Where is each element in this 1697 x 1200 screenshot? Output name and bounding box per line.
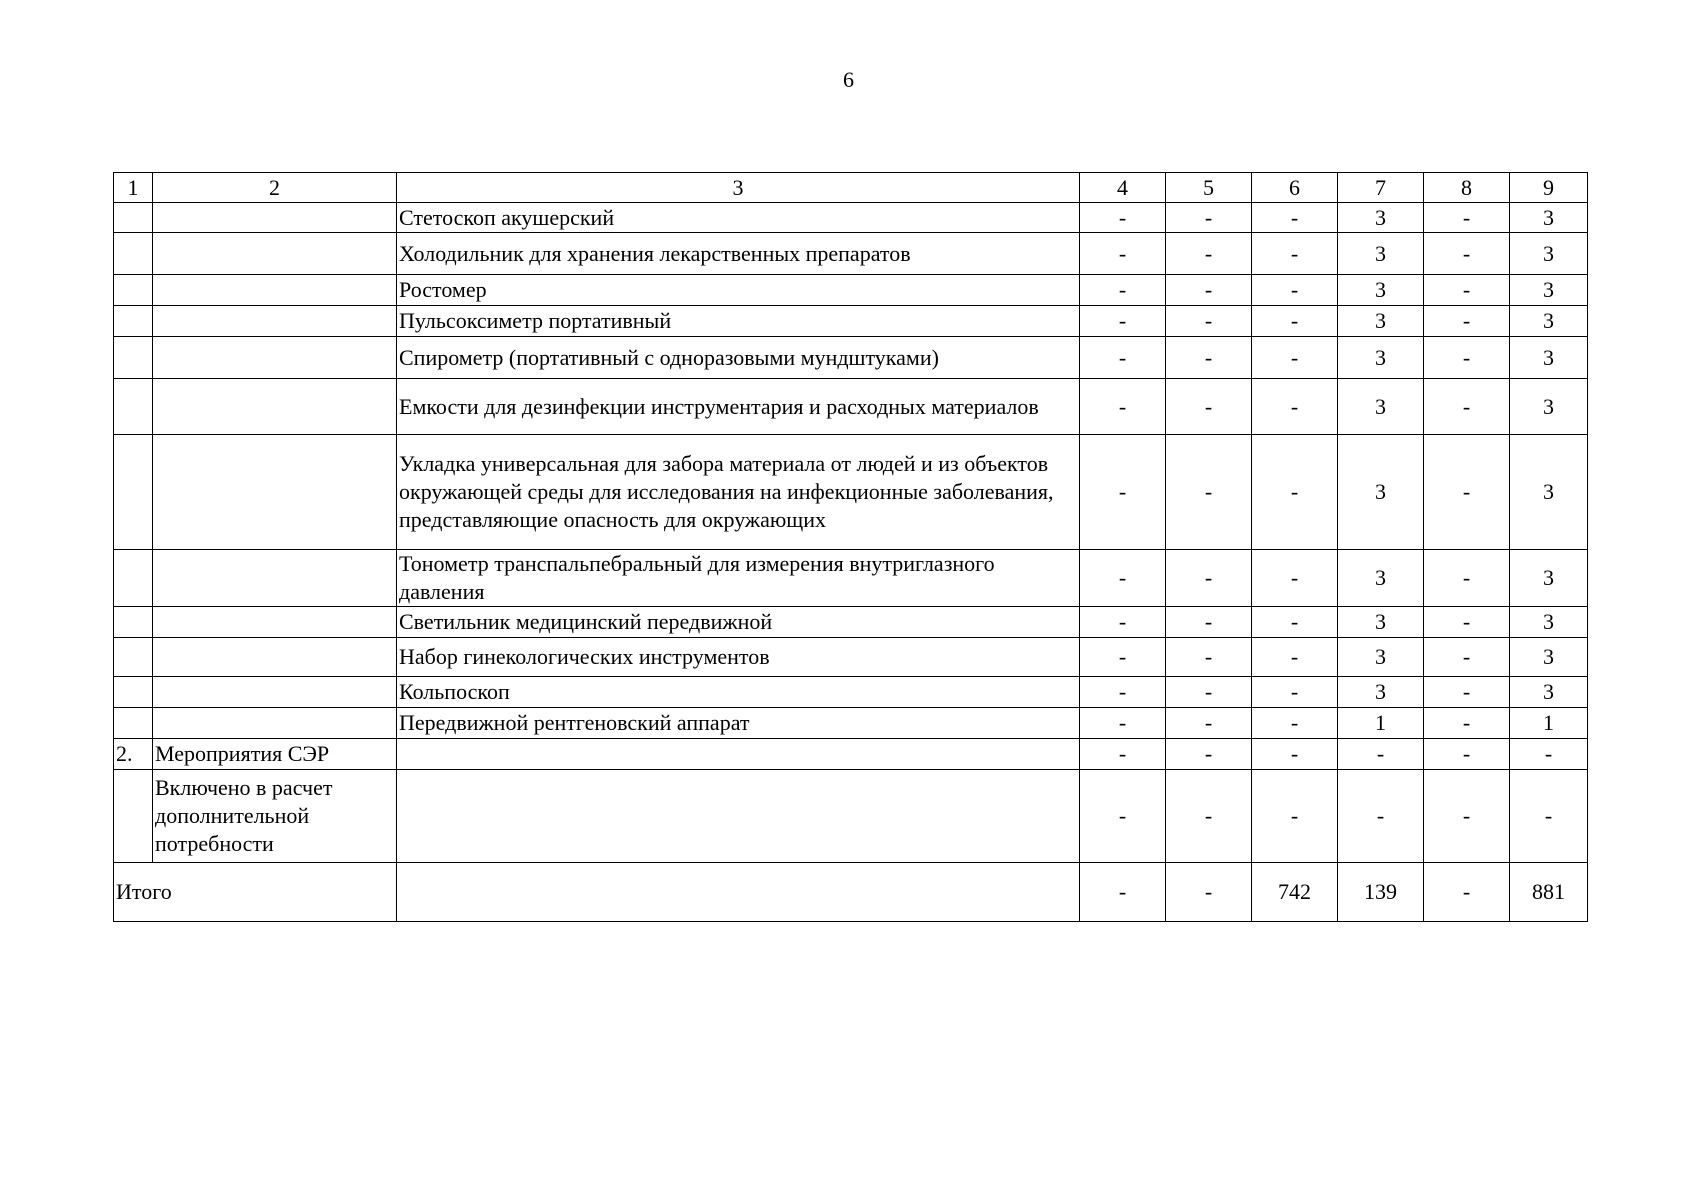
value-cell: - xyxy=(1252,607,1338,638)
table-body xyxy=(114,173,1588,922)
value-cell: 3 xyxy=(1338,306,1424,337)
value-cell: 3 xyxy=(1338,203,1424,233)
total-value-cell: - xyxy=(1166,863,1252,922)
row-number-cell xyxy=(114,337,153,379)
value-cell: 3 xyxy=(1510,550,1588,607)
row-number-cell xyxy=(114,379,153,435)
value-cell: - xyxy=(1252,708,1338,739)
value-cell: - xyxy=(1166,677,1252,708)
total-value-cell: 742 xyxy=(1252,863,1338,922)
row-number-cell xyxy=(114,550,153,607)
total-value-cell: - xyxy=(1080,863,1166,922)
row-number-cell xyxy=(114,770,153,863)
table-row xyxy=(114,550,1588,607)
row-number-cell xyxy=(114,435,153,550)
row-description-cell: Стетоскоп акушерский xyxy=(397,203,1080,233)
value-cell: - xyxy=(1252,203,1338,233)
row-category-cell: Включено в расчет дополнительной потребности xyxy=(153,770,397,863)
table-row xyxy=(114,708,1588,739)
value-cell: 3 xyxy=(1510,233,1588,275)
row-number-cell xyxy=(114,233,153,275)
value-cell: 3 xyxy=(1510,435,1588,550)
value-cell: - xyxy=(1080,275,1166,306)
value-cell: - xyxy=(1252,337,1338,379)
row-category-cell xyxy=(153,379,397,435)
value-cell: 3 xyxy=(1338,607,1424,638)
value-cell: - xyxy=(1338,739,1424,770)
table-row xyxy=(114,638,1588,677)
row-number-cell xyxy=(114,275,153,306)
value-cell: - xyxy=(1080,739,1166,770)
value-cell: - xyxy=(1080,379,1166,435)
value-cell: - xyxy=(1252,638,1338,677)
value-cell: - xyxy=(1252,275,1338,306)
value-cell: - xyxy=(1166,379,1252,435)
value-cell: - xyxy=(1424,306,1510,337)
row-description-cell: Ростомер xyxy=(397,275,1080,306)
value-cell: - xyxy=(1080,233,1166,275)
value-cell: - xyxy=(1166,638,1252,677)
data-table xyxy=(113,172,1588,922)
value-cell: - xyxy=(1510,739,1588,770)
value-cell: 3 xyxy=(1338,550,1424,607)
table-row xyxy=(114,435,1588,550)
value-cell: 3 xyxy=(1338,337,1424,379)
row-category-cell xyxy=(153,306,397,337)
total-value-cell: 881 xyxy=(1510,863,1588,922)
row-description-cell xyxy=(397,770,1080,863)
value-cell: 1 xyxy=(1510,708,1588,739)
table-row xyxy=(114,275,1588,306)
value-cell: - xyxy=(1424,739,1510,770)
value-cell: - xyxy=(1080,306,1166,337)
value-cell: - xyxy=(1080,435,1166,550)
row-description-cell: Спирометр (портативный с одноразовыми мундштуками) xyxy=(397,337,1080,379)
value-cell: 3 xyxy=(1510,275,1588,306)
value-cell: - xyxy=(1080,203,1166,233)
row-category-cell xyxy=(153,337,397,379)
value-cell: 3 xyxy=(1510,638,1588,677)
row-description-cell: Пульсоксиметр портативный xyxy=(397,306,1080,337)
row-description-cell: Емкости для дезинфекции инструментария и расходных материалов xyxy=(397,379,1080,435)
row-category-cell: Мероприятия СЭР xyxy=(153,739,397,770)
row-category-cell xyxy=(153,607,397,638)
header-cell: 1 xyxy=(114,173,153,203)
row-description-cell xyxy=(397,739,1080,770)
value-cell: - xyxy=(1166,435,1252,550)
row-category-cell xyxy=(153,550,397,607)
value-cell: - xyxy=(1252,233,1338,275)
value-cell: - xyxy=(1424,638,1510,677)
header-cell: 7 xyxy=(1338,173,1424,203)
value-cell: - xyxy=(1252,550,1338,607)
value-cell: - xyxy=(1166,770,1252,863)
value-cell: - xyxy=(1080,677,1166,708)
value-cell: - xyxy=(1424,233,1510,275)
row-number-cell: 2. xyxy=(114,739,153,770)
row-category-cell xyxy=(153,435,397,550)
header-cell: 8 xyxy=(1424,173,1510,203)
value-cell: - xyxy=(1252,379,1338,435)
header-cell: 9 xyxy=(1510,173,1588,203)
value-cell: - xyxy=(1080,638,1166,677)
table-row xyxy=(114,739,1588,770)
table-row xyxy=(114,337,1588,379)
row-description-cell: Кольпоскоп xyxy=(397,677,1080,708)
row-description-cell: Светильник медицинский передвижной xyxy=(397,607,1080,638)
header-cell: 2 xyxy=(153,173,397,203)
table-row xyxy=(114,677,1588,708)
row-number-cell xyxy=(114,638,153,677)
value-cell: - xyxy=(1080,708,1166,739)
table-row xyxy=(114,379,1588,435)
value-cell: 3 xyxy=(1338,638,1424,677)
value-cell: - xyxy=(1166,306,1252,337)
value-cell: - xyxy=(1252,770,1338,863)
value-cell: - xyxy=(1080,337,1166,379)
total-value-cell: 139 xyxy=(1338,863,1424,922)
row-category-cell xyxy=(153,638,397,677)
value-cell: - xyxy=(1424,203,1510,233)
value-cell: - xyxy=(1424,275,1510,306)
row-description-cell: Набор гинекологических инструментов xyxy=(397,638,1080,677)
row-number-cell xyxy=(114,607,153,638)
row-description-cell: Укладка универсальная для забора материала от людей и из объектов окружающей среды для исследования на инфекционные заболевания, представляющие опасность для окружающих xyxy=(397,435,1080,550)
value-cell: - xyxy=(1166,233,1252,275)
value-cell: - xyxy=(1166,550,1252,607)
value-cell: - xyxy=(1166,275,1252,306)
value-cell: - xyxy=(1424,770,1510,863)
row-category-cell xyxy=(153,708,397,739)
row-category-cell xyxy=(153,203,397,233)
value-cell: 3 xyxy=(1510,337,1588,379)
row-description-cell: Холодильник для хранения лекарственных препаратов xyxy=(397,233,1080,275)
value-cell: - xyxy=(1424,607,1510,638)
row-category-cell xyxy=(153,677,397,708)
value-cell: 3 xyxy=(1510,379,1588,435)
page-number: 6 xyxy=(843,67,854,92)
value-cell: 3 xyxy=(1510,306,1588,337)
row-description-cell: Тонометр транспальпебральный для измерения внутриглазного давления xyxy=(397,550,1080,607)
value-cell: - xyxy=(1166,607,1252,638)
header-cell: 3 xyxy=(397,173,1080,203)
header-cell: 5 xyxy=(1166,173,1252,203)
row-number-cell xyxy=(114,677,153,708)
table-row xyxy=(114,203,1588,233)
value-cell: - xyxy=(1252,306,1338,337)
value-cell: - xyxy=(1424,379,1510,435)
value-cell: - xyxy=(1166,337,1252,379)
table-header-row xyxy=(114,173,1588,203)
value-cell: 3 xyxy=(1338,233,1424,275)
row-number-cell xyxy=(114,306,153,337)
total-label-cell: Итого xyxy=(114,863,397,922)
value-cell: - xyxy=(1424,708,1510,739)
value-cell: - xyxy=(1080,770,1166,863)
row-number-cell xyxy=(114,708,153,739)
value-cell: 3 xyxy=(1510,677,1588,708)
row-category-cell xyxy=(153,275,397,306)
value-cell: - xyxy=(1166,708,1252,739)
value-cell: - xyxy=(1424,677,1510,708)
value-cell: - xyxy=(1424,435,1510,550)
value-cell: - xyxy=(1252,435,1338,550)
value-cell: - xyxy=(1080,550,1166,607)
value-cell: - xyxy=(1424,550,1510,607)
value-cell: - xyxy=(1166,739,1252,770)
total-row xyxy=(114,863,1588,922)
value-cell: - xyxy=(1338,770,1424,863)
value-cell: 3 xyxy=(1510,203,1588,233)
table-row xyxy=(114,770,1588,863)
row-category-cell xyxy=(153,233,397,275)
value-cell: 1 xyxy=(1338,708,1424,739)
table-row xyxy=(114,233,1588,275)
total-description-cell xyxy=(397,863,1080,922)
value-cell: - xyxy=(1252,677,1338,708)
value-cell: 3 xyxy=(1338,379,1424,435)
value-cell: 3 xyxy=(1338,677,1424,708)
value-cell: 3 xyxy=(1510,607,1588,638)
value-cell: - xyxy=(1424,337,1510,379)
value-cell: - xyxy=(1252,739,1338,770)
row-description-cell: Передвижной рентгеновский аппарат xyxy=(397,708,1080,739)
value-cell: - xyxy=(1166,203,1252,233)
value-cell: 3 xyxy=(1338,435,1424,550)
value-cell: - xyxy=(1510,770,1588,863)
row-number-cell xyxy=(114,203,153,233)
value-cell: - xyxy=(1080,607,1166,638)
table-row xyxy=(114,607,1588,638)
header-cell: 4 xyxy=(1080,173,1166,203)
total-value-cell: - xyxy=(1424,863,1510,922)
header-cell: 6 xyxy=(1252,173,1338,203)
value-cell: 3 xyxy=(1338,275,1424,306)
table-row xyxy=(114,306,1588,337)
